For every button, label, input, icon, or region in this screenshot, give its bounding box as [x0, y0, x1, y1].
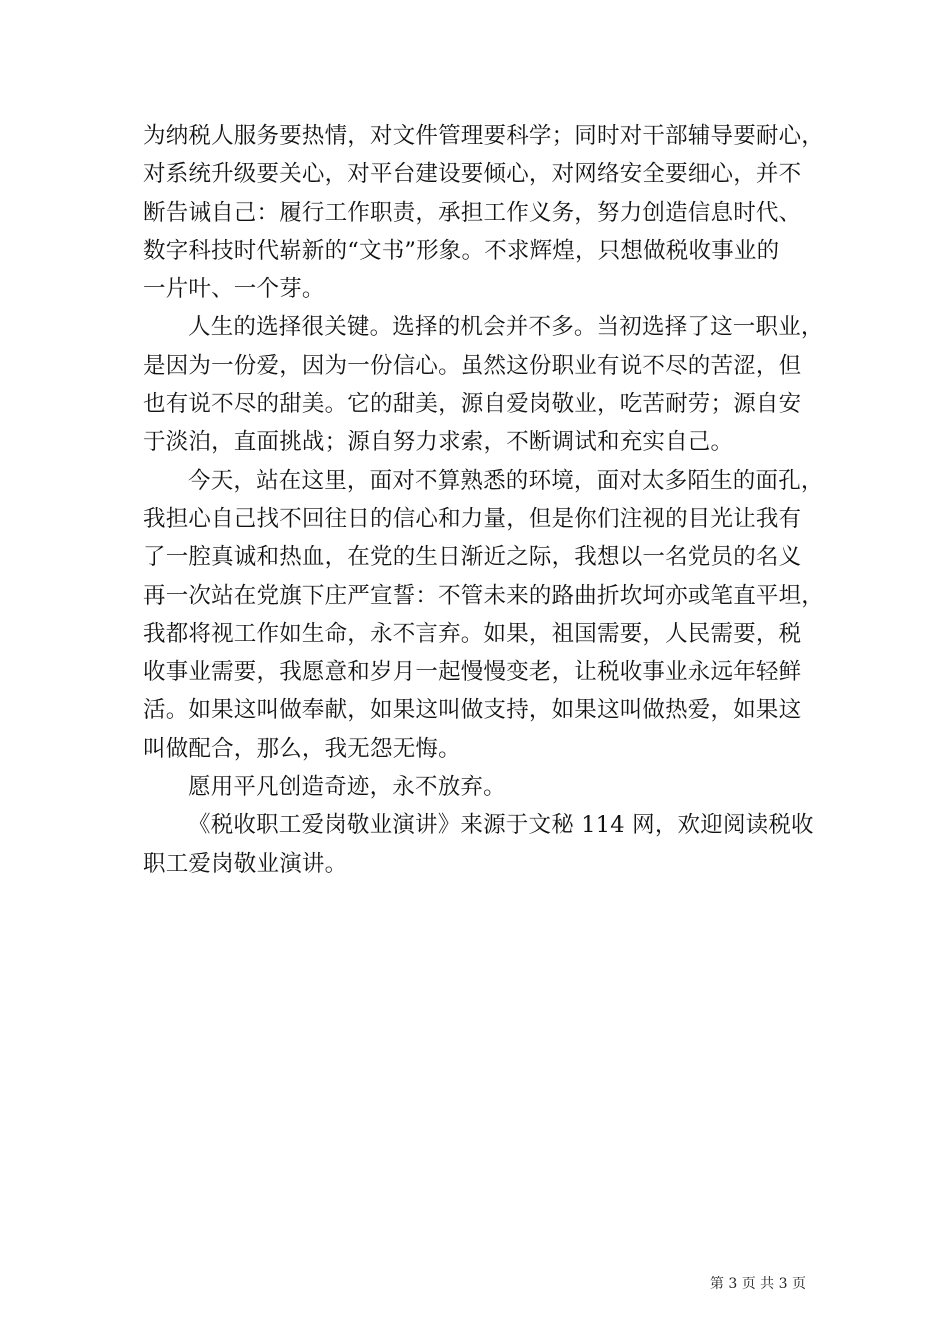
- text-line: 是因为一份爱，因为一份信心。虽然这份职业有说不尽的苦涩，但: [143, 352, 802, 379]
- text-line: 我担心自己找不回往日的信心和力量，但是你们注视的目光让我有: [143, 505, 802, 532]
- text-line: 收事业需要，我愿意和岁月一起慢慢变老，让税收事业永远年轻鲜: [143, 659, 802, 686]
- text-line: 活。如果这叫做奉献，如果这叫做支持，如果这叫做热爱，如果这: [143, 697, 802, 724]
- paragraph-5: [143, 806, 814, 883]
- text-line: 《税收职工爱岗敬业演讲》来源于文秘 114 网，欢迎阅读税收: [188, 812, 814, 839]
- paragraph-1: [143, 117, 825, 308]
- text-line: 再一次站在党旗下庄严宣誓：不管未来的路曲折坎坷亦或笔直平坦，: [143, 582, 825, 609]
- paragraph-4: [143, 768, 811, 806]
- text-line: 职工爱岗敬业演讲。: [143, 850, 348, 877]
- text-line: 数字科技时代崭新的“文书”形象。不求辉煌，只想做税收事业的: [143, 237, 780, 264]
- text-line: 今天，站在这里，面对不算熟悉的环境，面对太多陌生的面孔，: [188, 467, 824, 494]
- paragraph-3: [143, 462, 825, 768]
- text-line: 于淡泊，直面挑战；源自努力求索，不断调试和充实自己。: [143, 429, 734, 456]
- document-body: [143, 117, 825, 883]
- text-line: 也有说不尽的甜美。它的甜美，源自爱岗敬业，吃苦耐劳；源自安: [143, 391, 802, 418]
- text-line: 了一腔真诚和热血，在党的生日渐近之际，我想以一名党员的名义: [143, 544, 802, 571]
- page-number-footer: 第 3 页 共 3 页: [709, 1276, 806, 1292]
- text-line: 人生的选择很关键。选择的机会并不多。当初选择了这一职业，: [188, 314, 824, 341]
- text-line: 我都将视工作如生命，永不言弃。如果，祖国需要，人民需要，税: [143, 620, 802, 647]
- text-line: 愿用平凡创造奇迹，永不放弃。: [188, 774, 506, 801]
- text-line: 对系统升级要关心，对平台建设要倾心，对网络安全要细心，并不: [143, 161, 802, 188]
- text-line: 为纳税人服务要热情，对文件管理要科学；同时对干部辅导要耐心，: [143, 123, 825, 149]
- text-line: 叫做配合，那么，我无怨无悔。: [143, 735, 461, 762]
- text-line: 一片叶、一个芽。: [143, 276, 325, 303]
- paragraph-2: [143, 308, 824, 461]
- text-line: 断告诫自己：履行工作职责，承担工作义务，努力创造信息时代、: [143, 199, 802, 226]
